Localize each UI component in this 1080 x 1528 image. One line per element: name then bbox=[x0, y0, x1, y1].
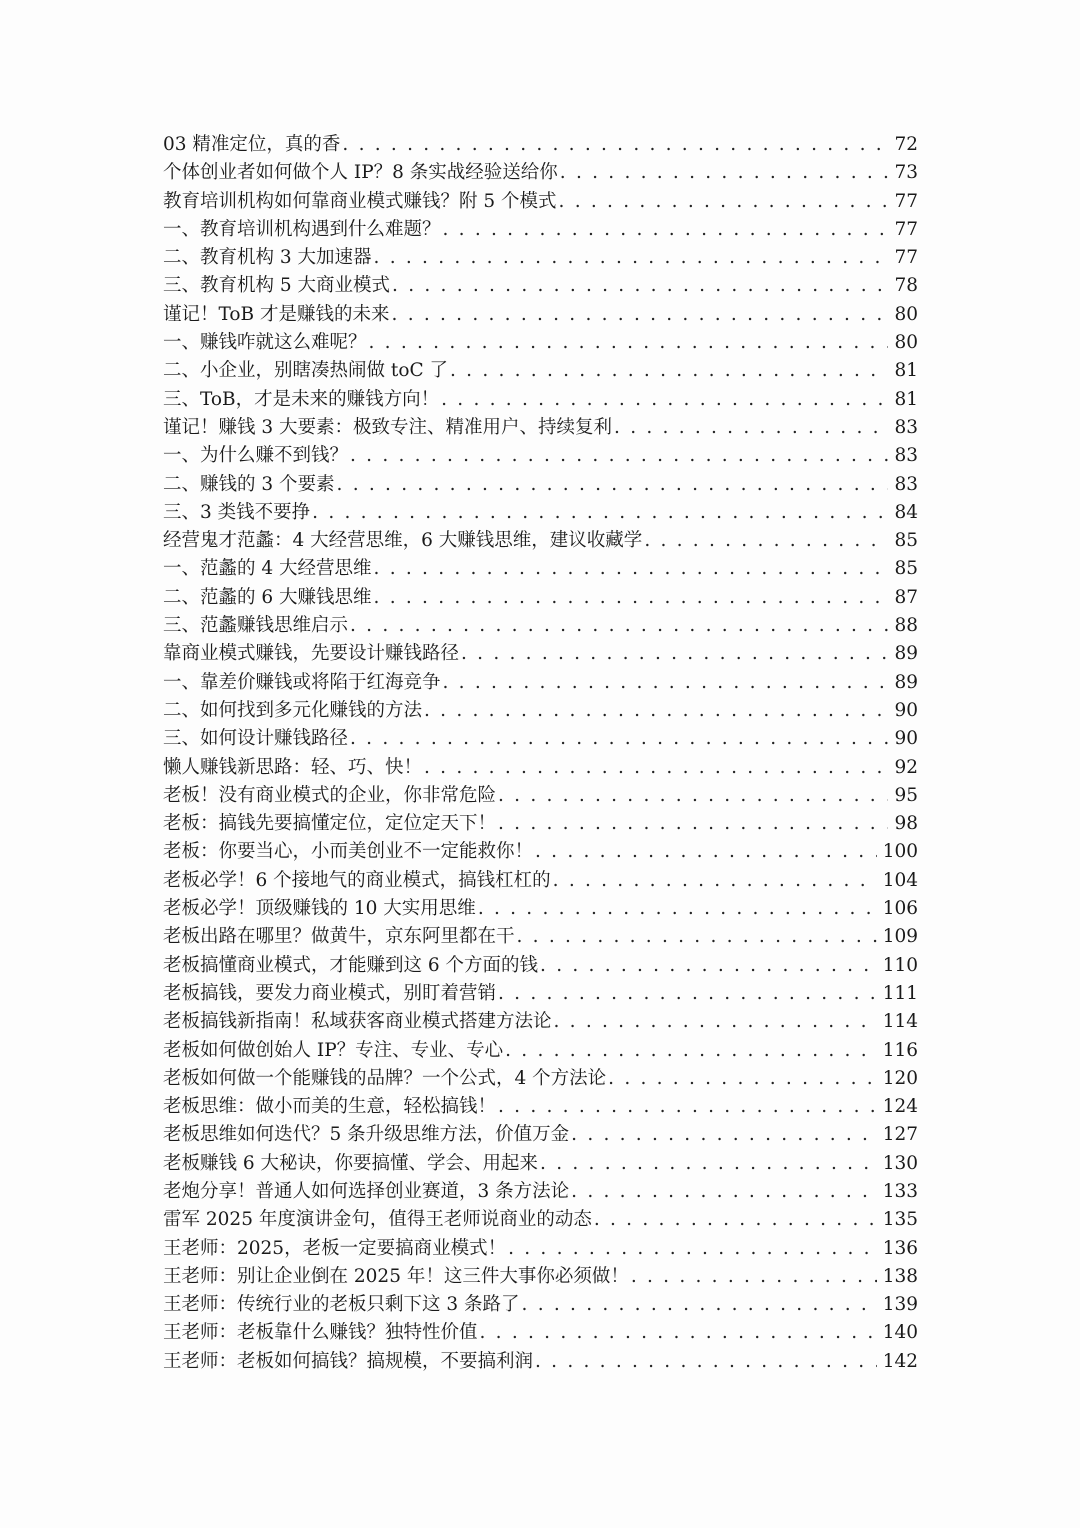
toc-entry-title: 王老师：2025，老板一定要搞商业模式！ bbox=[163, 1237, 507, 1259]
toc-entry bbox=[163, 216, 918, 244]
toc-entry-page-number: 81 bbox=[894, 360, 918, 382]
toc-entry-title: 雷军 2025 年度演讲金句，值得王老师说商业的动态 bbox=[163, 1209, 592, 1231]
toc-entry-page-number: 83 bbox=[894, 473, 918, 495]
toc-dot-leader bbox=[374, 244, 888, 272]
toc-entry bbox=[163, 1121, 918, 1149]
toc-dot-leader bbox=[443, 216, 888, 244]
toc-dot-leader bbox=[571, 1121, 877, 1149]
toc-dot-leader bbox=[374, 584, 888, 612]
toc-entry-title: 老板搞钱，要发力商业模式，别盯着营销 bbox=[163, 982, 497, 1004]
toc-entry-page-number: 73 bbox=[894, 162, 918, 184]
toc-entry bbox=[163, 810, 918, 838]
toc-entry-page-number: 95 bbox=[894, 784, 918, 806]
toc-entry-page-number: 116 bbox=[882, 1039, 918, 1061]
toc-entry-page-number: 120 bbox=[882, 1067, 918, 1089]
toc-entry-page-number: 83 bbox=[894, 416, 918, 438]
toc-entry-page-number: 81 bbox=[894, 388, 918, 410]
toc-entry-page-number: 78 bbox=[894, 275, 918, 297]
toc-entry-page-number: 77 bbox=[894, 218, 918, 240]
toc-entry-page-number: 92 bbox=[894, 756, 918, 778]
toc-entry-page-number: 85 bbox=[894, 530, 918, 552]
toc-entry-title: 老板如何做创始人 IP？专注、专业、专心 bbox=[163, 1039, 504, 1061]
toc-entry-page-number: 88 bbox=[894, 615, 918, 637]
toc-dot-leader bbox=[498, 1093, 877, 1121]
toc-entry-page-number: 85 bbox=[894, 558, 918, 580]
toc-dot-leader bbox=[424, 697, 888, 725]
toc-entry bbox=[163, 1319, 918, 1347]
toc-entry-page-number: 110 bbox=[882, 954, 918, 976]
toc-entry-page-number: 89 bbox=[894, 671, 918, 693]
toc-dot-leader bbox=[374, 555, 888, 583]
toc-entry bbox=[163, 131, 918, 159]
toc-entry-title: 二、范蠡的 6 大赚钱思维 bbox=[163, 586, 372, 608]
toc-entry-page-number: 77 bbox=[894, 247, 918, 269]
toc-entry bbox=[163, 640, 918, 668]
toc-entry bbox=[163, 725, 918, 753]
toc-entry-title: 王老师：传统行业的老板只剩下这 3 条路了 bbox=[163, 1294, 520, 1316]
toc-entry-page-number: 104 bbox=[882, 869, 918, 891]
toc-entry-page-number: 135 bbox=[882, 1209, 918, 1231]
toc-entry-title: 一、教育培训机构遇到什么难题？ bbox=[163, 218, 441, 240]
toc-dot-leader bbox=[312, 499, 888, 527]
toc-entry-title: 老板：搞钱先要搞懂定位，定位定天下！ bbox=[163, 813, 497, 835]
toc-entry bbox=[163, 527, 918, 555]
toc-entry bbox=[163, 272, 918, 300]
toc-entry-title: 三、如何设计赚钱路径 bbox=[163, 728, 349, 750]
toc-entry bbox=[163, 329, 918, 357]
toc-entry-title: 03 精准定位，真的香 bbox=[163, 134, 341, 155]
toc-entry-title: 一、范蠡的 4 大经营思维 bbox=[163, 558, 372, 580]
toc-entry-title: 老板赚钱 6 大秘诀，你要搞懂、学会、用起来 bbox=[163, 1152, 539, 1174]
toc-entry-page-number: 136 bbox=[882, 1237, 918, 1259]
toc-entry-title: 老板搞懂商业模式，才能赚到这 6 个方面的钱 bbox=[163, 954, 539, 976]
toc-entry-page-number: 90 bbox=[894, 728, 918, 750]
toc-entry-title: 三、3 类钱不要挣 bbox=[163, 501, 311, 523]
toc-entry-title: 王老师：老板如何搞钱？搞规模，不要搞利润 bbox=[163, 1350, 534, 1372]
toc-entry bbox=[163, 1291, 918, 1319]
toc-entry bbox=[163, 1093, 918, 1121]
toc-entry bbox=[163, 1065, 918, 1093]
toc-dot-leader bbox=[554, 1008, 877, 1036]
toc-dot-leader bbox=[522, 1291, 877, 1319]
toc-dot-leader bbox=[553, 867, 877, 895]
toc-entry-title: 经营鬼才范蠡：4 大经营思维，6 大赚钱思维，建议收藏学 bbox=[163, 530, 643, 552]
toc-entry-title: 一、靠差价赚钱或将陷于红海竞争 bbox=[163, 671, 441, 693]
toc-entry-page-number: 90 bbox=[894, 699, 918, 721]
toc-entry-title: 老板思维：做小而美的生意，轻松搞钱！ bbox=[163, 1096, 497, 1118]
toc-entry-title: 老板必学！6 个接地气的商业模式，搞钱杠杠的 bbox=[163, 869, 551, 891]
toc-entry-page-number: 100 bbox=[882, 841, 918, 863]
toc-dot-leader bbox=[535, 838, 877, 866]
toc-dot-leader bbox=[350, 612, 888, 640]
toc-entry-page-number: 130 bbox=[882, 1152, 918, 1174]
toc-dot-leader bbox=[535, 1348, 877, 1376]
toc-entry bbox=[163, 1235, 918, 1263]
toc-dot-leader bbox=[608, 1065, 877, 1093]
toc-dot-leader bbox=[441, 386, 888, 414]
toc-entry-title: 三、范蠡赚钱思维启示 bbox=[163, 615, 349, 637]
toc-entry-title: 一、赚钱咋就这么难呢？ bbox=[163, 332, 367, 354]
toc-dot-leader bbox=[480, 1319, 877, 1347]
toc-entry-title: 教育培训机构如何靠商业模式赚钱？附 5 个模式 bbox=[163, 190, 557, 212]
toc-dot-leader bbox=[571, 1178, 877, 1206]
toc-entry bbox=[163, 754, 918, 782]
toc-entry bbox=[163, 782, 918, 810]
toc-dot-leader bbox=[631, 1263, 877, 1291]
table-of-contents bbox=[163, 131, 918, 1376]
toc-dot-leader bbox=[350, 725, 888, 753]
toc-entry bbox=[163, 1008, 918, 1036]
toc-entry-page-number: 138 bbox=[882, 1265, 918, 1287]
toc-entry-title: 靠商业模式赚钱，先要设计赚钱路径 bbox=[163, 643, 460, 665]
toc-entry bbox=[163, 867, 918, 895]
toc-entry bbox=[163, 1206, 918, 1234]
toc-entry-title: 懒人赚钱新思路：轻、巧、快！ bbox=[163, 756, 423, 778]
toc-entry bbox=[163, 357, 918, 385]
toc-entry bbox=[163, 1150, 918, 1178]
toc-entry bbox=[163, 188, 918, 216]
toc-entry bbox=[163, 838, 918, 866]
toc-entry-title: 二、教育机构 3 大加速器 bbox=[163, 247, 372, 269]
toc-dot-leader bbox=[540, 952, 877, 980]
toc-dot-leader bbox=[478, 895, 877, 923]
toc-entry-title: 老板如何做一个能赚钱的品牌？一个公式，4 个方法论 bbox=[163, 1067, 607, 1089]
toc-entry bbox=[163, 386, 918, 414]
toc-entry-page-number: 98 bbox=[894, 813, 918, 835]
toc-dot-leader bbox=[369, 329, 888, 357]
toc-entry bbox=[163, 442, 918, 470]
toc-dot-leader bbox=[443, 669, 888, 697]
toc-entry-title: 王老师：别让企业倒在 2025 年！这三件大事你必须做！ bbox=[163, 1265, 629, 1287]
toc-entry bbox=[163, 301, 918, 329]
toc-entry bbox=[163, 471, 918, 499]
toc-entry-title: 谨记！ToB 才是赚钱的未来 bbox=[163, 303, 390, 325]
toc-dot-leader bbox=[392, 272, 888, 300]
toc-entry-page-number: 89 bbox=[894, 643, 918, 665]
toc-entry bbox=[163, 159, 918, 187]
toc-entry bbox=[163, 244, 918, 272]
toc-dot-leader bbox=[517, 923, 877, 951]
toc-entry-page-number: 87 bbox=[894, 586, 918, 608]
toc-dot-leader bbox=[498, 782, 888, 810]
toc-entry-title: 老板搞钱新指南！私域获客商业模式搭建方法论 bbox=[163, 1011, 552, 1033]
toc-dot-leader bbox=[342, 131, 888, 159]
toc-entry-title: 三、ToB，才是未来的赚钱方向！ bbox=[163, 388, 440, 410]
toc-entry bbox=[163, 1263, 918, 1291]
toc-entry-title: 王老师：老板靠什么赚钱？独特性价值 bbox=[163, 1322, 478, 1344]
toc-dot-leader bbox=[450, 357, 888, 385]
toc-dot-leader bbox=[461, 640, 888, 668]
toc-entry bbox=[163, 1348, 918, 1376]
toc-entry-title: 老板！没有商业模式的企业，你非常危险 bbox=[163, 784, 497, 806]
toc-entry bbox=[163, 612, 918, 640]
toc-entry-title: 老板：你要当心，小而美创业不一定能救你！ bbox=[163, 841, 534, 863]
toc-dot-leader bbox=[498, 980, 877, 1008]
toc-entry-title: 三、教育机构 5 大商业模式 bbox=[163, 275, 391, 297]
toc-entry-page-number: 84 bbox=[894, 501, 918, 523]
toc-entry-title: 老炮分享！普通人如何选择创业赛道，3 条方法论 bbox=[163, 1180, 570, 1202]
toc-entry bbox=[163, 895, 918, 923]
toc-dot-leader bbox=[559, 188, 888, 216]
toc-dot-leader bbox=[614, 414, 888, 442]
toc-entry bbox=[163, 584, 918, 612]
toc-entry-page-number: 142 bbox=[882, 1350, 918, 1372]
toc-dot-leader bbox=[498, 810, 888, 838]
toc-entry bbox=[163, 923, 918, 951]
toc-entry-page-number: 139 bbox=[882, 1294, 918, 1316]
toc-entry-page-number: 127 bbox=[882, 1124, 918, 1146]
toc-entry bbox=[163, 952, 918, 980]
toc-dot-leader bbox=[594, 1206, 877, 1234]
toc-entry bbox=[163, 499, 918, 527]
toc-dot-leader bbox=[392, 301, 888, 329]
toc-entry-page-number: 111 bbox=[882, 982, 918, 1004]
toc-entry-page-number: 77 bbox=[894, 190, 918, 212]
toc-dot-leader bbox=[424, 754, 888, 782]
toc-entry bbox=[163, 669, 918, 697]
toc-entry bbox=[163, 555, 918, 583]
toc-entry-title: 老板出路在哪里？做黄牛，京东阿里都在干 bbox=[163, 926, 515, 948]
toc-dot-leader bbox=[337, 471, 888, 499]
toc-entry-page-number: 83 bbox=[894, 445, 918, 467]
toc-entry-title: 二、小企业，别瞎凑热闹做 toC 了 bbox=[163, 360, 448, 382]
toc-entry-page-number: 80 bbox=[894, 332, 918, 354]
toc-entry bbox=[163, 414, 918, 442]
toc-dot-leader bbox=[350, 442, 888, 470]
toc-entry bbox=[163, 1178, 918, 1206]
toc-entry-page-number: 133 bbox=[882, 1180, 918, 1202]
toc-entry-page-number: 80 bbox=[894, 303, 918, 325]
toc-entry-title: 谨记！赚钱 3 大要素：极致专注、精准用户、持续复利 bbox=[163, 416, 613, 438]
toc-dot-leader bbox=[560, 159, 888, 187]
toc-entry-page-number: 140 bbox=[882, 1322, 918, 1344]
toc-entry-title: 老板必学！顶级赚钱的 10 大实用思维 bbox=[163, 898, 476, 920]
toc-dot-leader bbox=[540, 1150, 877, 1178]
toc-dot-leader bbox=[508, 1235, 877, 1263]
toc-entry bbox=[163, 697, 918, 725]
toc-entry-page-number: 109 bbox=[882, 926, 918, 948]
toc-entry bbox=[163, 980, 918, 1008]
toc-entry-page-number: 106 bbox=[882, 898, 918, 920]
toc-entry-title: 二、如何找到多元化赚钱的方法 bbox=[163, 699, 423, 721]
toc-entry-title: 个体创业者如何做个人 IP？8 条实战经验送给你 bbox=[163, 162, 558, 184]
toc-dot-leader bbox=[505, 1037, 877, 1065]
toc-entry-page-number: 114 bbox=[882, 1011, 918, 1033]
toc-entry-page-number: 124 bbox=[882, 1096, 918, 1118]
toc-entry-page-number: 72 bbox=[894, 134, 918, 155]
toc-entry-title: 二、赚钱的 3 个要素 bbox=[163, 473, 335, 495]
toc-entry-title: 一、为什么赚不到钱？ bbox=[163, 445, 349, 467]
toc-entry-title: 老板思维如何迭代？5 条升级思维方法，价值万金 bbox=[163, 1124, 570, 1146]
toc-entry bbox=[163, 1037, 918, 1065]
toc-dot-leader bbox=[644, 527, 888, 555]
